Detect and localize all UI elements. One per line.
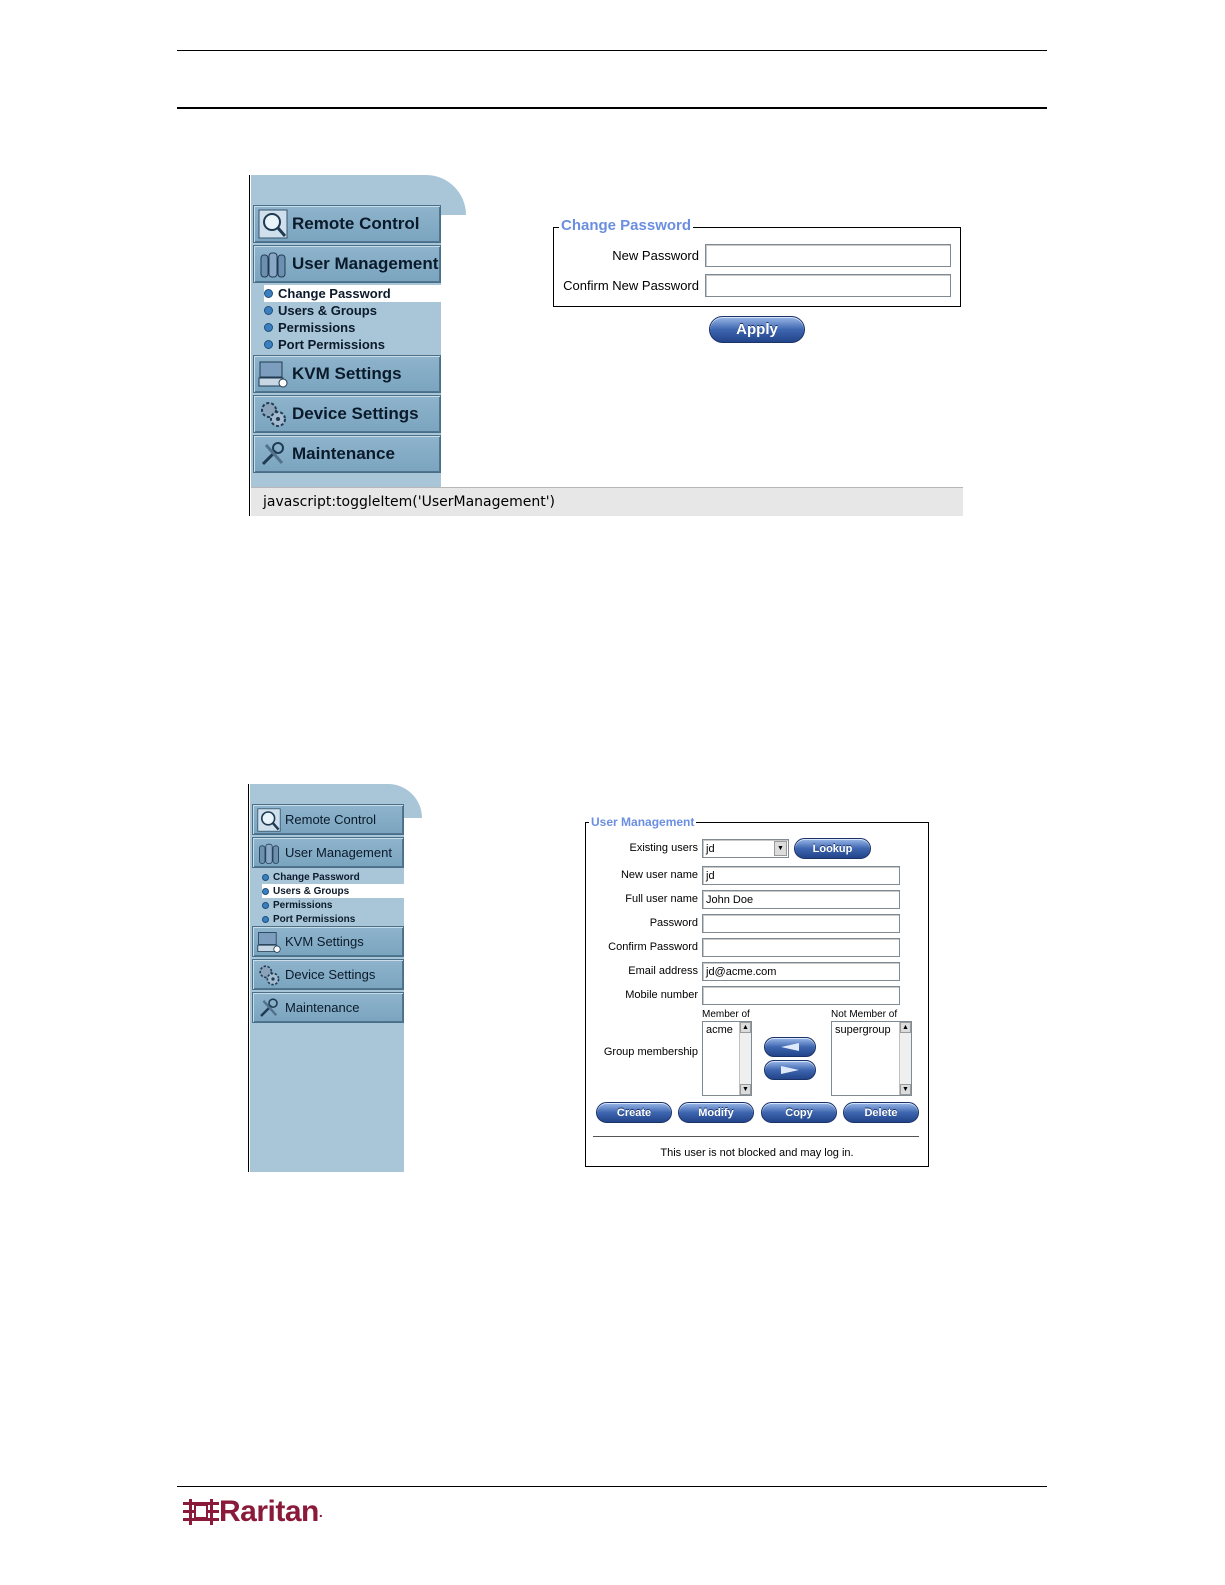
email-input[interactable]: jd@acme.com (702, 962, 900, 981)
group-membership-label: Group membership (603, 1046, 698, 1058)
gears-icon (258, 399, 288, 429)
copy-button[interactable]: Copy (761, 1102, 837, 1123)
password-input[interactable] (702, 914, 900, 933)
bullet-icon (264, 306, 273, 315)
email-label: Email address (628, 965, 698, 977)
kvm-icon (258, 359, 288, 389)
raritan-logo (183, 1495, 322, 1529)
sidebar-item-users-groups[interactable] (262, 884, 404, 898)
nav-device-settings[interactable] (252, 959, 404, 990)
delete-button[interactable]: Delete (843, 1102, 919, 1123)
sidebar-item-change-password[interactable] (264, 285, 441, 302)
divider (593, 1136, 919, 1137)
gears-icon (257, 963, 281, 987)
magnifier-icon (258, 209, 288, 239)
arrow-left-icon (779, 1042, 801, 1052)
nav-device-settings-label: Device Settings (285, 967, 376, 982)
sidebar-item-label: Change Password (278, 286, 391, 301)
frame-border (248, 784, 249, 1172)
header-rule-top (177, 50, 1047, 51)
scroll-down-icon[interactable]: ▼ (740, 1084, 751, 1095)
scrollbar[interactable] (739, 1022, 751, 1095)
sidebar-item-label: Port Permissions (273, 913, 356, 925)
tools-icon (257, 996, 281, 1020)
sidebar-item-label: Change Password (273, 871, 360, 883)
arrow-right-icon (779, 1065, 801, 1075)
sidebar-item-label: Permissions (273, 899, 333, 911)
header-rule-bottom (177, 107, 1047, 109)
apply-button[interactable]: Apply (709, 316, 805, 343)
scroll-down-icon[interactable]: ▼ (900, 1084, 911, 1095)
bullet-icon (264, 289, 273, 298)
tools-icon (258, 439, 288, 469)
nav-remote-control[interactable] (253, 205, 441, 243)
nav-device-settings-label: Device Settings (292, 404, 419, 423)
sidebar-item-label: Port Permissions (278, 337, 385, 352)
sidebar-item-port-permissions[interactable] (262, 912, 355, 926)
new-password-input[interactable] (705, 244, 951, 267)
bullet-icon (264, 340, 273, 349)
logo-text: Raritan (219, 1495, 319, 1528)
footer-rule (177, 1486, 1047, 1487)
change-password-legend: Change Password (561, 217, 692, 234)
lookup-button[interactable]: Lookup (794, 838, 871, 859)
nav-user-management[interactable] (252, 837, 404, 868)
sidebar-item-label: Users & Groups (273, 885, 350, 897)
new-user-name-label: New user name (620, 869, 698, 881)
scrollbar[interactable] (899, 1022, 911, 1095)
sidebar-item-users-groups[interactable] (264, 302, 377, 319)
nav-remote-control[interactable] (252, 804, 404, 835)
nav-kvm-settings[interactable] (253, 355, 441, 393)
browser-status-bar: javascript:toggleItem('UserManagement') (251, 487, 963, 516)
raritan-logo-icon (183, 1499, 219, 1525)
frame-border (249, 175, 250, 516)
dropdown-arrow-icon[interactable]: ▼ (774, 841, 787, 856)
sidebar-item-label: Users & Groups (278, 303, 377, 318)
modify-button[interactable]: Modify (678, 1102, 754, 1123)
scroll-up-icon[interactable]: ▲ (740, 1022, 751, 1033)
member-of-list[interactable] (702, 1021, 752, 1096)
confirm-password-label: Confirm Password (608, 941, 698, 953)
screenshot-user-management (248, 784, 934, 1172)
screenshot-change-password (249, 175, 963, 516)
sidebar-item-permissions[interactable] (262, 898, 332, 912)
user-management-legend: User Management (591, 815, 695, 829)
bullet-icon (262, 916, 269, 923)
nav-maintenance[interactable] (253, 435, 441, 473)
not-member-of-label: Not Member of (831, 1009, 898, 1020)
nav-maintenance-label: Maintenance (292, 444, 395, 463)
nav-remote-control-label: Remote Control (292, 214, 420, 233)
mobile-input[interactable] (702, 986, 900, 1005)
confirm-password-input[interactable] (705, 274, 951, 297)
logo-dot: . (318, 1504, 323, 1520)
sidebar-item-permissions[interactable] (264, 319, 355, 336)
magnifier-icon (257, 808, 281, 832)
move-left-button[interactable] (764, 1037, 816, 1057)
bullet-icon (262, 874, 269, 881)
user-status-text: This user is not blocked and may log in. (660, 1147, 854, 1159)
list-item[interactable]: acme (706, 1024, 733, 1036)
nav-device-settings[interactable] (253, 395, 441, 433)
password-label: Password (649, 917, 698, 929)
scroll-up-icon[interactable]: ▲ (900, 1022, 911, 1033)
existing-users-select[interactable] (702, 839, 789, 858)
nav-kvm-settings-label: KVM Settings (285, 934, 364, 949)
nav-user-management[interactable] (253, 245, 441, 283)
users-icon (257, 841, 281, 865)
sidebar-item-label: Permissions (278, 320, 356, 335)
bullet-icon (262, 888, 269, 895)
nav-user-management-label: User Management (292, 254, 439, 273)
nav-maintenance[interactable] (252, 992, 404, 1023)
bullet-icon (264, 323, 273, 332)
nav-remote-control-label: Remote Control (285, 812, 377, 827)
create-button[interactable]: Create (596, 1102, 672, 1123)
nav-user-management-label: User Management (285, 845, 392, 860)
sidebar-item-change-password[interactable] (262, 870, 360, 884)
full-user-name-label: Full user name (625, 893, 698, 905)
nav-maintenance-label: Maintenance (285, 1000, 360, 1015)
move-right-button[interactable] (764, 1060, 816, 1080)
nav-kvm-settings-label: KVM Settings (292, 364, 402, 383)
sidebar-item-port-permissions[interactable] (264, 336, 385, 353)
existing-users-label: Existing users (629, 842, 698, 854)
confirm-password-label: Confirm New Password (563, 278, 699, 293)
bullet-icon (262, 902, 269, 909)
confirm-password-input[interactable] (702, 938, 900, 957)
new-password-label: New Password (612, 248, 699, 263)
member-of-label: Member of (702, 1009, 750, 1020)
not-member-of-list[interactable] (831, 1021, 912, 1096)
users-icon (258, 249, 288, 279)
full-user-name-input[interactable]: John Doe (702, 890, 900, 909)
mobile-label: Mobile number (625, 989, 698, 1001)
existing-users-value: jd (706, 842, 715, 855)
new-user-name-input[interactable]: jd (702, 866, 900, 885)
list-item[interactable]: supergroup (835, 1024, 891, 1036)
nav-kvm-settings[interactable] (252, 926, 404, 957)
kvm-icon (257, 930, 281, 954)
